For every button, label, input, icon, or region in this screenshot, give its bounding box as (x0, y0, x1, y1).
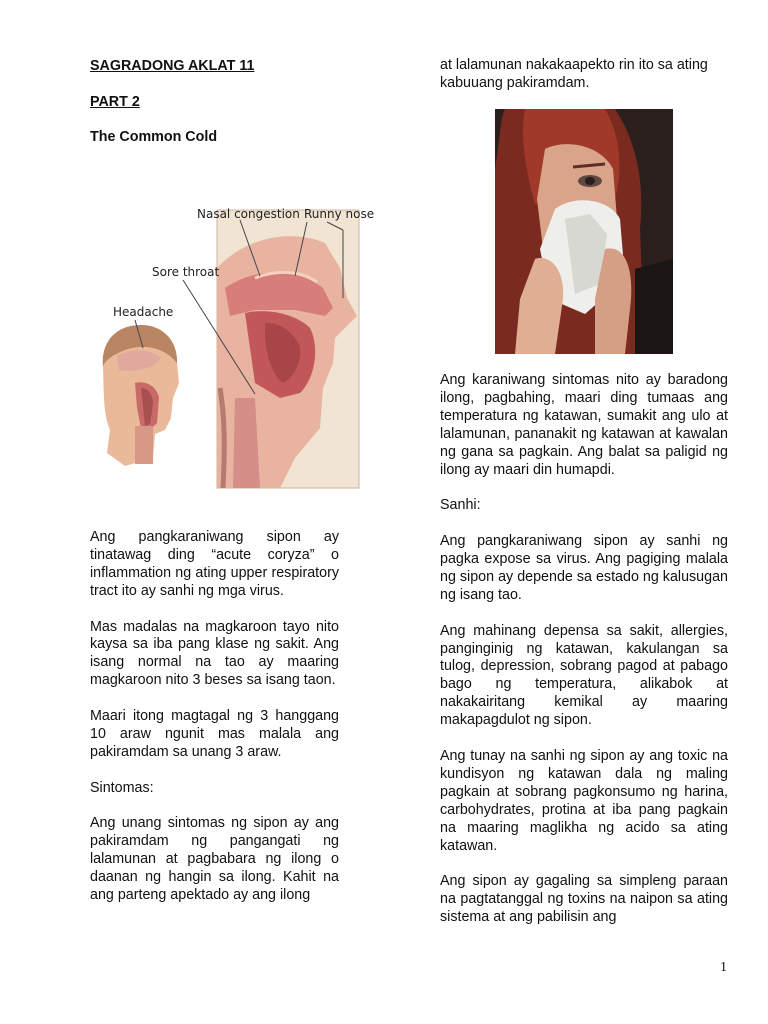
document-part: PART 2 (90, 93, 140, 110)
paragraph-continuation: at lalamunan nakakaapekto rin ito sa ating kabuuang pakiramdam. (440, 57, 708, 91)
paragraph: Ang unang sintomas ng sipon ay ang pakiramdam ng pangangati ng lalamunan at pagbabara ng ilong o daanan ng hangin sa ilong. Kahit na ang parteng apektado ay ang ilong (90, 815, 339, 904)
label-headache: Headache (113, 305, 174, 319)
paragraph: Ang pangkaraniwang sipon ay sanhi ng pagka expose sa virus. Ang pagiging malala ng sipon ay depende sa estado ng kalusugan ng isang tao. (440, 533, 728, 603)
paragraph: Ang sipon ay gagaling sa simpleng paraan na pagtatanggal ng toxins na naipon sa ating sistema at ang pabilisin ang (440, 873, 728, 926)
document-title: SAGRADONG AKLAT 11 (90, 58, 255, 74)
label-nasal-congestion: Nasal congestion (197, 207, 300, 221)
right-column-body (440, 372, 728, 945)
paragraph: Ang karaniwang sintomas nito ay baradong ilong, pagbahing, maari ding tumaas ang temperatura ng katawan, sumakit ang ulo at lalamunan, pananakit ng katawan at kawalan ng gana sa pagkain. Ang balat sa paligid ng ilong ay maari din humapdi. (440, 372, 728, 478)
label-sore-throat: Sore throat (152, 265, 220, 279)
document-subtitle: The Common Cold (90, 128, 218, 145)
anatomy-figure (95, 198, 375, 494)
paragraph: Ang pangkaraniwang sipon ay tinatawag ding “acute coryza” o inflammation ng ating upper respiratory tract ito ay sanhi ng mga virus. (90, 529, 339, 599)
page-number: 1 (720, 960, 727, 975)
left-column-body (90, 529, 339, 923)
paragraph: Maari itong magtagal ng 3 hanggang 10 araw ngunit mas malala ang pakiramdam sa unang 3 araw. (90, 708, 339, 760)
label-runny-nose: Runny nose (304, 207, 375, 221)
section-heading-sintomas: Sintomas: (90, 779, 154, 796)
left-column-header (90, 57, 339, 165)
paragraph: Mas madalas na magkaroon tayo nito kaysa sa iba pang klase ng sakit. Ang isang normal na tao ay maaring magkaroon nito 3 beses sa isang taon. (90, 618, 339, 689)
sneezing-woman-photo (495, 109, 673, 354)
paragraph: Ang mahinang depensa sa sakit, allergies, panginginig ng katawan, kakulangan sa tulog, depression, sobrang pagod at pabago bago ng temperatura, alikabok at nakakairitang kemikal ay maaring makapagdulot ng sipon. (440, 622, 728, 729)
paragraph: Ang tunay na sanhi ng sipon ay ang toxic na kundisyon ng katawan dala ng maling pagkain at sobrang pagkonsumo ng harina, carbohydrates, protina at iba pang pagkain na maaring maglikha ng acido sa ating katawan. (440, 747, 728, 854)
small-head-illustration (103, 325, 179, 466)
large-cross-section (217, 210, 359, 488)
right-column-top (440, 57, 728, 111)
section-heading-sanhi: Sanhi: (440, 497, 481, 514)
anatomy-illustration (95, 198, 375, 494)
sneezing-woman-image (495, 109, 673, 354)
